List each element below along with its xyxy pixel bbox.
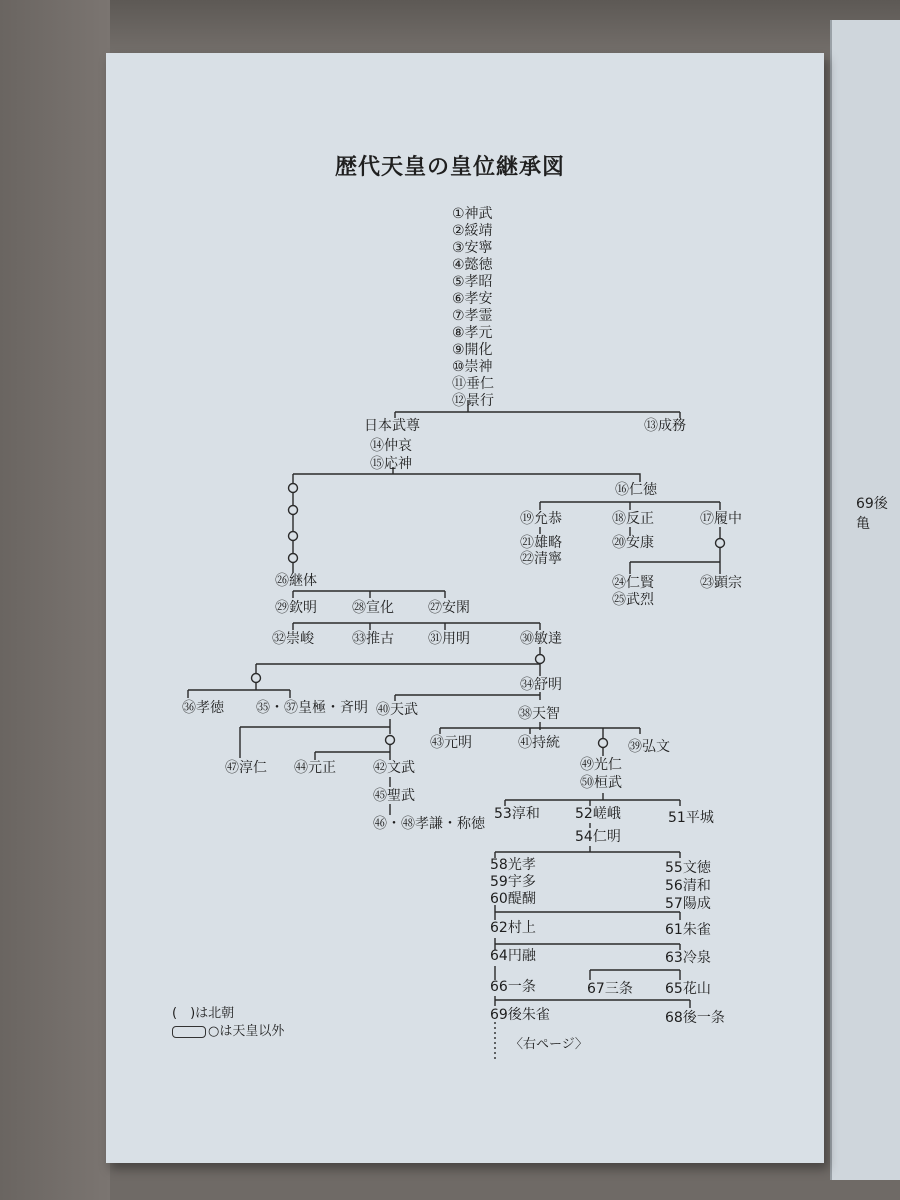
node-annei: ③安寧 (452, 240, 493, 256)
node-kobun: ㊴弘文 (628, 739, 670, 755)
node-kinmei: ㉙欽明 (275, 600, 317, 616)
node-jito: ㊶持統 (518, 735, 560, 751)
node-goichijo: 68後一条 (665, 1010, 725, 1026)
circle-tenchi (599, 739, 608, 748)
node-jomei: ㉞舒明 (520, 677, 562, 693)
node-anko: ⑳安康 (612, 535, 654, 551)
node-kogen: ⑧孝元 (452, 325, 493, 341)
circle-4 (289, 554, 298, 563)
legend-box-text: ○は天皇以外 (208, 1024, 285, 1039)
node-kosho: ⑤孝昭 (452, 274, 493, 290)
continue-right-page: 〈右ページ〉 (510, 1037, 588, 1052)
node-junna: 53淳和 (494, 806, 540, 822)
node-kaika: ⑨開化 (452, 342, 493, 358)
node-gensho: ㊹元正 (294, 760, 336, 776)
node-chuai: ⑭仲哀 (370, 438, 412, 454)
node-daigo: 60醍醐 (490, 891, 536, 907)
legend-rect-icon (172, 1026, 206, 1038)
node-ojin: ⑮応神 (370, 456, 412, 472)
circle-3 (289, 532, 298, 541)
node-keitai: ㉖継体 (275, 573, 317, 589)
node-yamatotakeru: 日本武尊 (364, 418, 420, 434)
node-junnin: ㊼淳仁 (225, 760, 267, 776)
node-konin: ㊾光仁 (580, 757, 622, 773)
node-tenchi: ㊳天智 (518, 706, 560, 722)
node-sushun: ㉜崇峻 (272, 631, 314, 647)
node-buretsu: ㉕武烈 (612, 592, 654, 608)
legend-paren: ( )は北朝 (172, 1006, 235, 1021)
node-koan: ⑥孝安 (452, 291, 493, 307)
diagram-title: 歴代天皇の皇位継承図 (334, 155, 565, 180)
node-itoku: ④懿徳 (452, 257, 493, 273)
node-kogyoku-saimei: ㉟・㊲皇極・斉明 (256, 700, 368, 716)
node-bidatsu: ㉚敏達 (520, 631, 562, 647)
node-ankan: ㉗安閑 (428, 600, 470, 616)
node-saga: 52嵯峨 (575, 806, 621, 822)
circle-tenmu (386, 736, 395, 745)
node-richu: ⑰履中 (700, 511, 742, 527)
node-hanzei: ⑱反正 (612, 511, 654, 527)
circle-bidatsu (536, 655, 545, 664)
circle-left (252, 674, 261, 683)
legend-box (172, 1020, 284, 1039)
node-reizei: 63冷泉 (665, 950, 711, 966)
node-yuryaku: ㉑雄略 (520, 535, 562, 551)
node-shomu: ㊺聖武 (373, 788, 415, 804)
node-kenzo: ㉓顕宗 (700, 575, 742, 591)
node-ingyo: ⑲允恭 (520, 511, 562, 527)
circle-2 (289, 506, 298, 515)
node-kanmu: ㊿桓武 (580, 775, 622, 791)
node-suizei: ②綏靖 (452, 223, 493, 239)
node-sanjo: 67三条 (587, 981, 633, 997)
node-monmu: ㊷文武 (373, 760, 415, 776)
node-nintoku: ⑯仁徳 (615, 482, 657, 498)
node-uda: 59宇多 (490, 874, 536, 890)
node-koken-shotoku: ㊻・㊽孝謙・称徳 (373, 816, 485, 832)
node-ninmyo: 54仁明 (575, 829, 621, 845)
node-senka: ㉘宣化 (352, 600, 394, 616)
facing-page-fragment: 69後亀 (856, 496, 888, 532)
node-koko: 58光孝 (490, 857, 536, 873)
node-seiwa: 56清和 (665, 878, 711, 894)
node-kotoku: ㊱孝徳 (182, 700, 224, 716)
node-montoku: 55文徳 (665, 860, 711, 876)
line-ojin-split (293, 474, 640, 482)
node-sujin: ⑩崇神 (452, 359, 493, 375)
node-enyu: 64円融 (490, 948, 536, 964)
node-korei: ⑦孝霊 (452, 308, 493, 324)
node-seinei: ㉒清寧 (520, 551, 562, 567)
node-genmei: ㊸元明 (430, 735, 472, 751)
node-gosuzaku: 69後朱雀 (490, 1007, 550, 1023)
circle-richu (716, 539, 725, 548)
node-yozei: 57陽成 (665, 896, 711, 912)
node-tenmu: ㊵天武 (376, 702, 418, 718)
node-heizei: 51平城 (668, 810, 714, 826)
node-yomei: ㉛用明 (428, 631, 470, 647)
node-ninken: ㉔仁賢 (612, 575, 654, 591)
node-ichijo: 66一条 (490, 979, 536, 995)
node-jimmu: ①神武 (452, 206, 493, 222)
node-suzaku: 61朱雀 (665, 922, 711, 938)
circle-1 (289, 484, 298, 493)
node-murakami: 62村上 (490, 920, 536, 936)
node-kazan: 65花山 (665, 981, 711, 997)
node-suiko: ㉝推古 (352, 631, 394, 647)
node-keiko: ⑫景行 (452, 393, 494, 409)
node-suinin: ⑪垂仁 (452, 376, 494, 392)
node-seimu: ⑬成務 (644, 418, 686, 434)
